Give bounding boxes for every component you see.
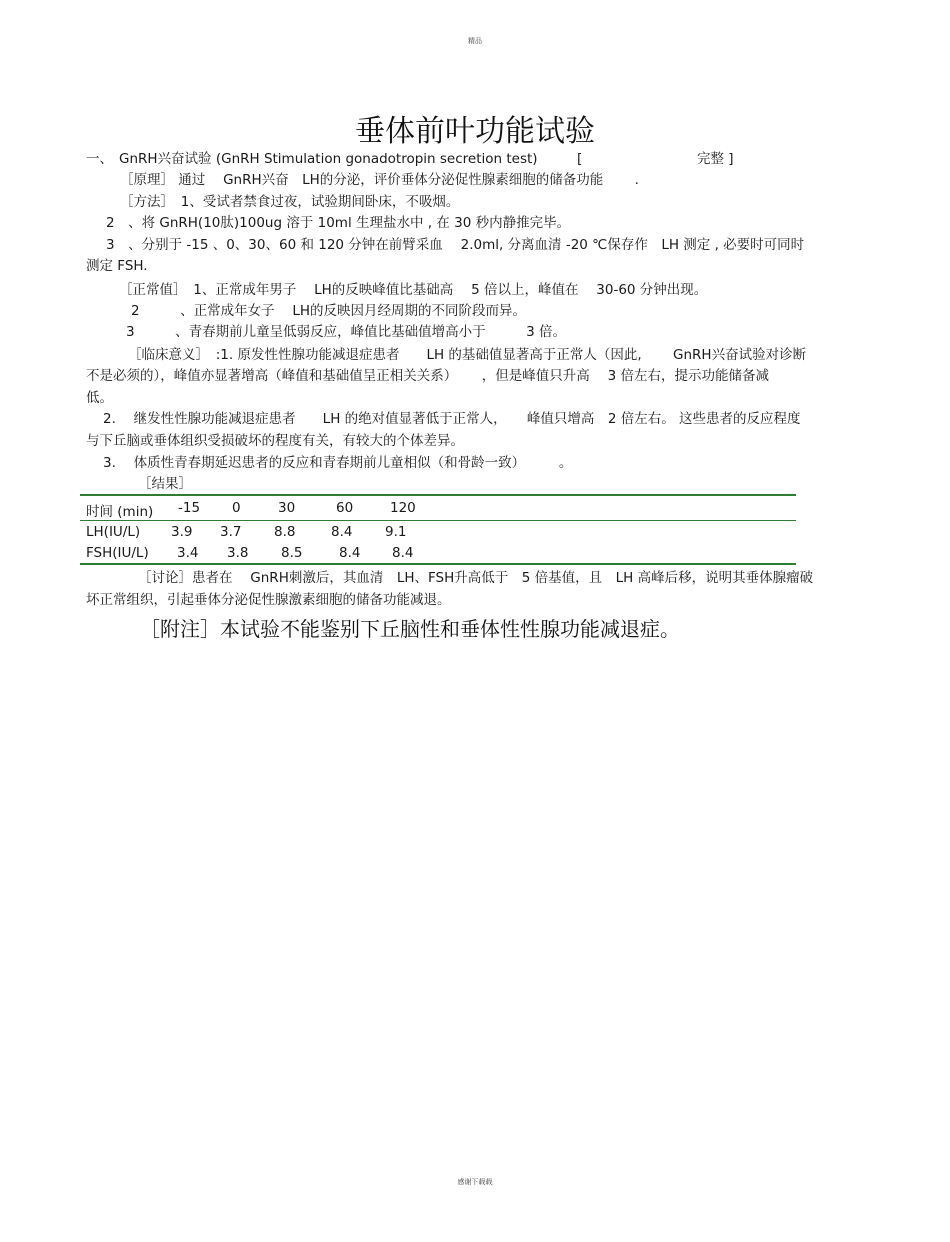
normal-value-2: 2 、正常成年女子 LH的反映因月经周期的不同阶段而异。: [131, 303, 527, 319]
discussion-paragraph: ［讨论］患者在 GnRH刺激后，其血清 LH、FSH升高低于 5 倍基值，且 LH 高峰后移，说明其垂体腺瘤破: [138, 570, 814, 586]
clinical-meaning-1-end: 低。: [86, 390, 113, 406]
section-heading-bracket-open: [: [577, 151, 583, 167]
method-step-2: 2 、将 GnRH(10肽)100ug 溶于 10ml 生理盐水中 , 在 30 秒内静推完毕。: [106, 215, 571, 231]
section-heading: GnRH兴奋试验 (GnRH Stimulation gonadotropin secretion test): [119, 151, 538, 167]
table-cell: 9.1: [385, 524, 407, 540]
table-cell: 8.4: [331, 524, 353, 540]
page-footer: 感谢下载载: [457, 1178, 493, 1186]
table-header-cell: 0: [232, 500, 241, 516]
table-cell: 3.9: [171, 524, 193, 540]
section-heading-bracket-close: 完整 ]: [697, 151, 734, 167]
table-header-cell: 120: [390, 500, 416, 516]
table-cell: 8.4: [392, 545, 414, 561]
clinical-meaning-1-cont: 不是必须的），峰值亦显著增高（峰值和基础值呈正相关关系） ，但是峰值只升高 3 倍左右，提示功能储备减: [86, 368, 769, 384]
table-cell: LH(IU/L): [86, 524, 141, 540]
normal-value-1: ［正常值］ 1、正常成年男子 LH的反映峰值比基础高 5 倍以上，峰值在 30-60 分钟出现。: [119, 282, 708, 298]
method-step-1: ［方法］ 1、受试者禁食过夜，试验期间卧床，不吸烟。: [120, 194, 460, 210]
page-title: 垂体前叶功能试验: [355, 114, 595, 149]
page-header: 精品: [468, 37, 482, 45]
table-cell: FSH(IU/L): [86, 545, 149, 561]
table-header-cell: 30: [278, 500, 296, 516]
table-cell: 3.4: [177, 545, 199, 561]
table-cell: 8.4: [339, 545, 361, 561]
clinical-meaning-3: 3. 体质性青春期延迟患者的反应和青春期前儿童相似（和骨龄一致） 。: [103, 455, 573, 471]
note-paragraph: ［附注］本试验不能鉴别下丘脑性和垂体性性腺功能减退症。: [140, 617, 680, 641]
table-bottom-rule: [80, 563, 796, 565]
principle-paragraph: ［原理］ 通过 GnRH兴奋 LH的分泌，评价垂体分泌促性腺素细胞的储备功能 .: [120, 172, 639, 188]
discussion-paragraph-cont: 坏正常组织，引起垂体分泌促性腺激素细胞的储备功能减退。: [86, 592, 451, 608]
table-top-rule: [80, 494, 796, 496]
table-cell: 8.5: [281, 545, 303, 561]
table-cell: 3.7: [220, 524, 242, 540]
method-step-3-cont: 测定 FSH.: [86, 258, 148, 274]
table-header-cell: 60: [336, 500, 354, 516]
table-cell: 8.8: [274, 524, 296, 540]
section-heading-number: 一、: [86, 151, 113, 167]
normal-value-3: 3 、青春期前儿童呈低弱反应，峰值比基础值增高小于 3 倍。: [126, 324, 566, 340]
table-header-cell: -15: [178, 500, 201, 516]
table-cell: 3.8: [227, 545, 249, 561]
results-label: ［结果］: [138, 476, 192, 492]
clinical-meaning-2: 2. 继发性性腺功能减退症患者 LH 的绝对值显著低于正常人， 峰值只增高 2 倍左右。 这些患者的反应程度: [103, 411, 801, 427]
clinical-meaning-1: ［临床意义］ :1. 原发性性腺功能减退症患者 LH 的基础值显著高于正常人（因此, GnRH兴奋试验对诊断: [128, 347, 807, 363]
table-header-rule: [80, 520, 796, 521]
method-step-3: 3 、分别于 -15 、0、30、60 和 120 分钟在前臂采血 2.0ml, 分离血清 -20 ℃保存作 LH 测定 , 必要时可同时: [106, 237, 805, 253]
table-header-cell: 时间 (min): [86, 504, 154, 520]
clinical-meaning-2-cont: 与下丘脑或垂体组织受损破坏的程度有关，有较大的个体差异。: [86, 433, 464, 449]
